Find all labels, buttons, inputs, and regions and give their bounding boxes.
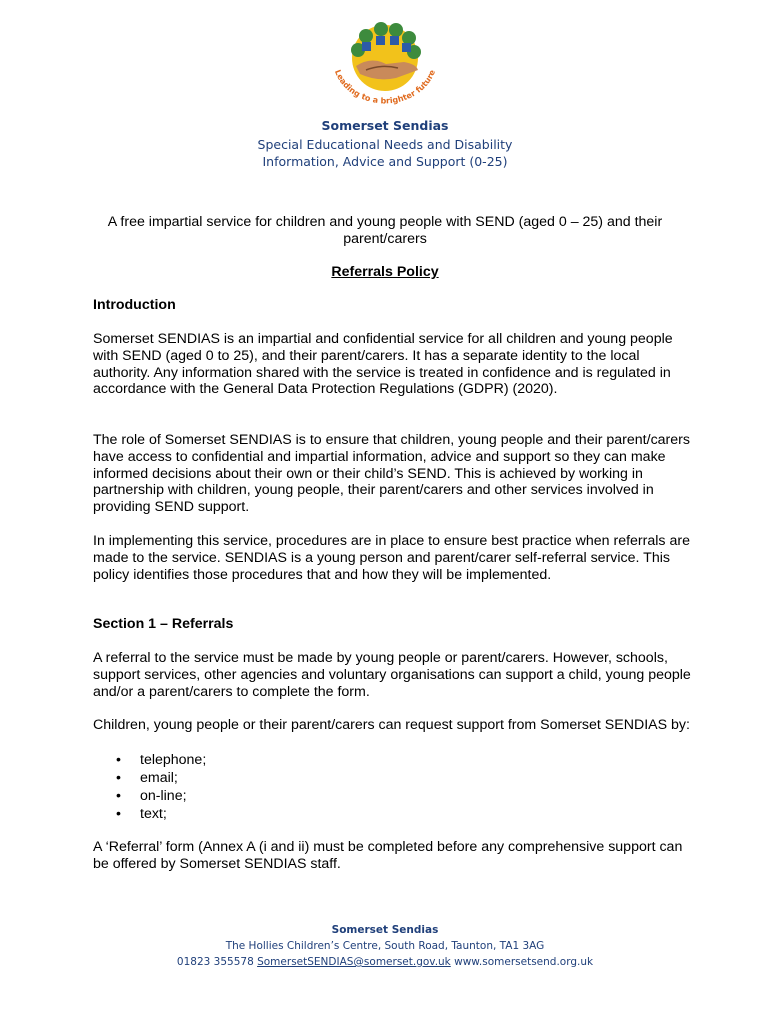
intro-paragraph-2: The role of Somerset SENDIAS is to ensure that children, young people and their parent/carers have access to confidential and impartial information, advice and support so they can make informed decisions about their own or their child’s SEND. This is achieved by working in partnership with children, young people, their parent/carers and other services involved in providing SEND support.: [93, 432, 690, 516]
header-line-2: Information, Advice and Support (0-25): [262, 154, 508, 169]
logo-motto: Leading to a brighter future: [332, 68, 438, 106]
section1-paragraph-1: A referral to the service must be made by young people or parent/carers. However, schools, support services, other agencies and voluntary organisations can support a child, young people and/or a parent/carers to complete the form.: [93, 650, 691, 700]
tagline: A free impartial service for children and young people with SEND (aged 0 – 25) and their parent/carers: [107, 214, 663, 247]
footer-phone: 01823 355578: [176, 956, 254, 968]
footer-contact: [0, 956, 770, 968]
page-title: Referrals Policy: [331, 264, 439, 280]
list-item: • on-line;: [110, 787, 206, 805]
intro-paragraph-3: In implementing this service, procedures are in place to ensure best practice when referrals are made to the service. SENDIAS is a young person and parent/carer self-referral service. This policy identifies those procedures that and how they will be implemented.: [93, 533, 690, 583]
list-item: • email;: [110, 769, 206, 787]
header-org: Somerset Sendias: [321, 118, 449, 133]
intro-paragraph-1: Somerset SENDIAS is an impartial and confidential service for all children and young people with SEND (aged 0 to 25), and their parent/carers. It has a separate identity to the local authority. Any information shared with the service is treated in confidence and is regulated in accordance with the General Data Protection Regulations (GDPR) (2020).: [93, 331, 673, 398]
sendias-logo: [326, 18, 444, 118]
list-item: • telephone;: [110, 751, 206, 769]
section1-paragraph-3: A ‘Referral’ form (Annex A (i and ii) must be completed before any comprehensive support can be offered by Somerset SENDIAS staff.: [93, 839, 683, 872]
contact-methods-list: [110, 751, 206, 823]
footer-email-link[interactable]: SomersetSENDIAS@somerset.gov.uk: [257, 956, 451, 968]
footer-website: www.somersetsend.org.uk: [454, 956, 594, 968]
intro-heading: Introduction: [93, 297, 176, 313]
footer-org: Somerset Sendias: [331, 924, 439, 936]
footer-address: The Hollies Children’s Centre, South Road, Taunton, TA1 3AG: [225, 940, 545, 952]
list-item: • text;: [110, 805, 206, 823]
section1-paragraph-2: Children, young people or their parent/carers can request support from Somerset SENDIAS by:: [93, 717, 690, 733]
header-line-1: Special Educational Needs and Disability: [257, 137, 513, 152]
section1-heading: Section 1 – Referrals: [93, 616, 234, 632]
